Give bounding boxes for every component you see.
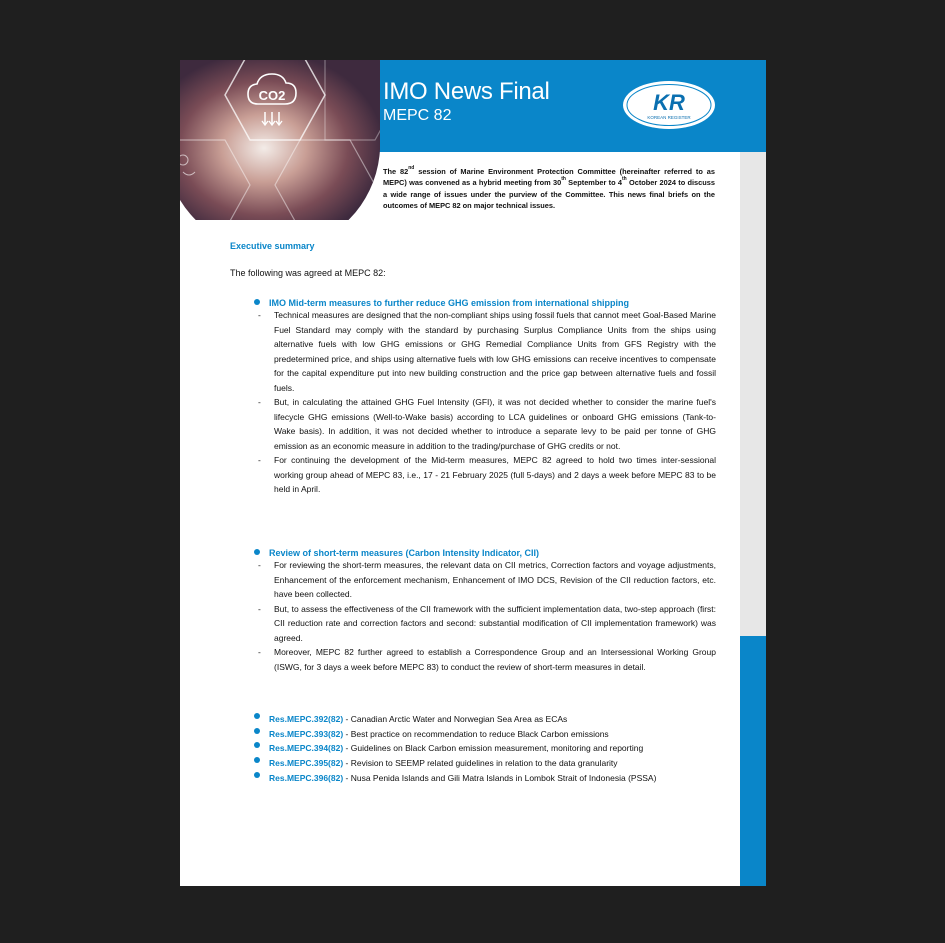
executive-summary-heading: Executive summary bbox=[230, 241, 315, 251]
agreed-intro-text: The following was agreed at MEPC 82: bbox=[230, 268, 386, 278]
page-subtitle: MEPC 82 bbox=[383, 107, 452, 124]
list-item: - But, in calculating the attained GHG Fuel Intensity (GFI), it was not decided whether to consider the marine fuel's lifecycle GHG emissions (Well-to-Wake basis) according to LCA guidelines or onboard GHG emissions (Tank-to-Wake basis). In addition, it was not decided whether to introduce a separate levy to be paid per tonne of GHG emission as an economic measure in addition to the trading/purchase of GHG credits or not. bbox=[258, 397, 716, 451]
resolution-item: Res.MEPC.392(82) - Canadian Arctic Water and Norwegian Sea Area as ECAs bbox=[256, 712, 726, 727]
bullet-icon bbox=[254, 713, 260, 719]
list-item: - For continuing the development of the Mid-term measures, MEPC 82 agreed to hold two times inter-sessional working group ahead of MEPC 83, i.e., 17 - 21 February 2025 (full 5-days) and 2 days a week before MEPC 83 to be held in April. bbox=[258, 455, 716, 494]
section-short-term bbox=[256, 548, 716, 674]
kr-logo-text: KR bbox=[653, 90, 685, 115]
list-item: - Technical measures are designed that the non-compliant ships using fossil fuels that cannot meet Goal-Based Marine Fuel Standard may comply with the standard by purchasing Surplus Compliance Units from the ships using alternative fuels with low GHG emissions or GHG Remedial Compliance Units from GFS Registry with the predetermined price, and ships using alternative fuels with low GHG emissions can receive incentives to compensate for the capital expenditure put into new building construction and the price gap between alternative fuels and fossil fuels. bbox=[258, 310, 716, 393]
bullet-icon bbox=[254, 757, 260, 763]
bullet-icon bbox=[254, 742, 260, 748]
resolution-item: Res.MEPC.396(82) - Nusa Penida Islands and Gili Matra Islands in Lombok Strait of Indonesia (PSSA) bbox=[256, 771, 726, 786]
bullet-icon bbox=[254, 549, 260, 555]
bullet-icon bbox=[254, 299, 260, 305]
list-item: - But, to assess the effectiveness of the CII framework with the sufficient implementation data, two-step approach (first: CII reduction rate and correction factors and second: substantial modification of CII implementation framework) was agreed. bbox=[258, 603, 716, 643]
document-page bbox=[180, 60, 766, 886]
list-item: - For reviewing the short-term measures, the relevant data on CII metrics, Correction factors and voyage adjustments, Enhancement of the enforcement mechanism, Enhancement of IMO DCS, Revision of the CII reduction factors, etc. have been collected. bbox=[258, 560, 716, 599]
resolution-item: Res.MEPC.395(82) - Revision to SEEMP related guidelines in relation to the data granularity bbox=[256, 756, 726, 771]
hero-label: CO2 bbox=[258, 88, 286, 103]
section-heading: Review of short-term measures (Carbon Intensity Indicator, CII) bbox=[256, 548, 716, 558]
kr-logo-subtext: KOREAN REGISTER bbox=[647, 115, 691, 120]
section-mid-term bbox=[256, 298, 716, 497]
bullet-icon bbox=[254, 728, 260, 734]
bullet-icon bbox=[254, 772, 260, 778]
kr-logo bbox=[621, 79, 717, 131]
page-title: IMO News Final bbox=[383, 78, 550, 105]
side-bar-blue bbox=[740, 636, 766, 886]
side-bar-grey bbox=[740, 152, 766, 636]
resolution-item: Res.MEPC.393(82) - Best practice on recommendation to reduce Black Carbon emissions bbox=[256, 727, 726, 742]
section-heading: IMO Mid-term measures to further reduce GHG emission from international shipping bbox=[256, 298, 716, 308]
resolutions-list bbox=[256, 712, 726, 786]
list-item: - Moreover, MEPC 82 further agreed to establish a Correspondence Group and an Intersessional Working Group (ISWG, for 3 days a week before MEPC 83) to conduct the review of short-term measures in detail. bbox=[258, 647, 716, 672]
intro-paragraph: The 82nd session of Marine Environment Protection Committee (hereinafter referred to as MEPC) was convened as a hybrid meeting from 30th September to 4th October 2024 to discuss a wide range of issues under the purview of the Committee. This news final briefs on the outcomes of MEPC 82 on major technical issues. bbox=[383, 165, 715, 211]
hero-image bbox=[180, 60, 380, 220]
resolution-item: Res.MEPC.394(82) - Guidelines on Black Carbon emission measurement, monitoring and reporting bbox=[256, 741, 726, 756]
